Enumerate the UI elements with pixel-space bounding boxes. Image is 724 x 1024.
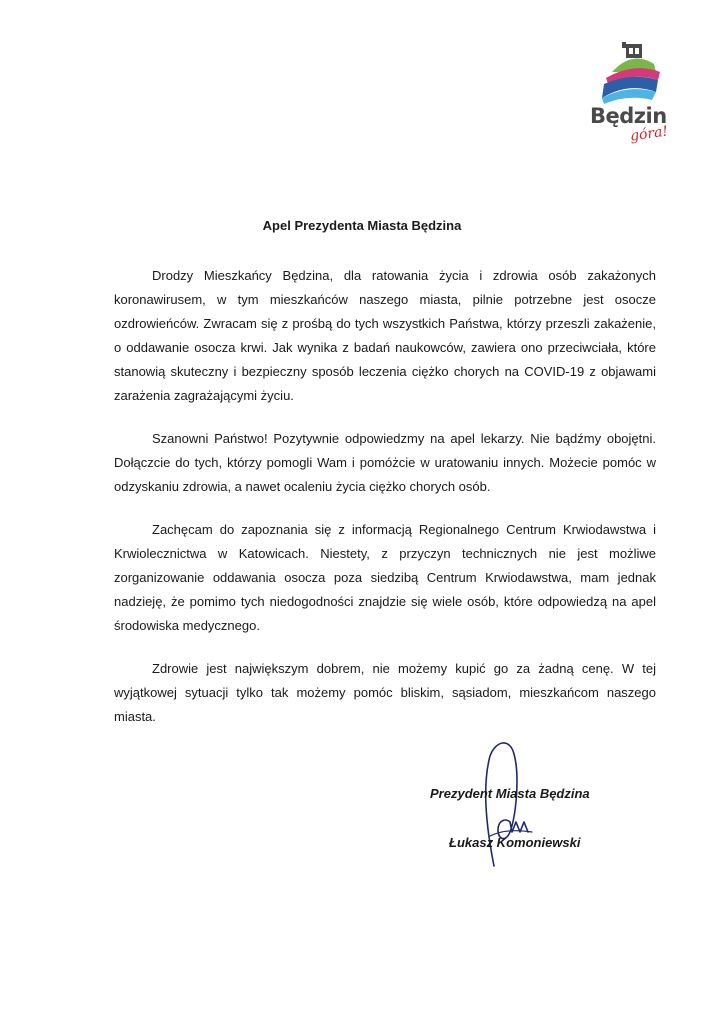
handwritten-signature <box>476 736 536 876</box>
paragraph-1: Drodzy Mieszkańcy Będzina, dla ratowania życia i zdrowia osób zakażonych koronawirusem, w tym mieszkańców naszego miasta, pilnie potrzebne jest osocze ozdrowieńców. Zwracam się z prośbą do tych wszystkich Państwa, którzy przeszli zakażenie, o oddawanie osocza krwi. Jak wynika z badań naukowców, zawiera ono przeciwciała, które stanowią skuteczny i bezpieczny sposób leczenia ciężko chorych na COVID-19 z objawami zarażenia zagrażającymi życiu. <box>114 268 656 403</box>
castle-hill-icon <box>598 42 668 108</box>
logo-wordmark: Będzin <box>590 104 667 128</box>
paragraph-2: Szanowni Państwo! Pozytywnie odpowiedzmy na apel lekarzy. Nie bądźmy obojętni. Dołączcie do tych, którzy pomogli Wam i pomóżcie w uratowaniu innych. Możecie pomóc w odzyskaniu zdrowia, a nawet ocaleniu życia ciężko chorych osób. <box>114 431 656 494</box>
paragraph-3: Zachęcam do zapoznania się z informacją Regionalnego Centrum Krwiodawstwa i Krwiolecznictwa w Katowicach. Niestety, z przyczyn technicznych nie jest możliwe zorganizowanie oddawania osocza poza siedzibą Centrum Krwiodawstwa, mam jednak nadzieję, że pomimo tych niedogodności znajdzie się wiele osób, które odpowiedzą na apel środowiska medycznego. <box>114 522 656 633</box>
logo-slogan: góra! <box>629 123 669 145</box>
letter-title: Apel Prezydenta Miasta Będzina <box>262 218 462 233</box>
paragraph-4: Zdrowie jest największym dobrem, nie możemy kupić go za żadną cenę. W tej wyjątkowej sytuacji tylko tak możemy pomóc bliskim, sąsiadom, mieszkańcom naszego miasta. <box>114 661 656 724</box>
letter-body <box>114 264 656 748</box>
signatory-name: Łukasz Komoniewski <box>449 835 581 850</box>
city-logo <box>590 42 680 148</box>
signatory-role: Prezydent Miasta Będzina <box>430 786 590 801</box>
